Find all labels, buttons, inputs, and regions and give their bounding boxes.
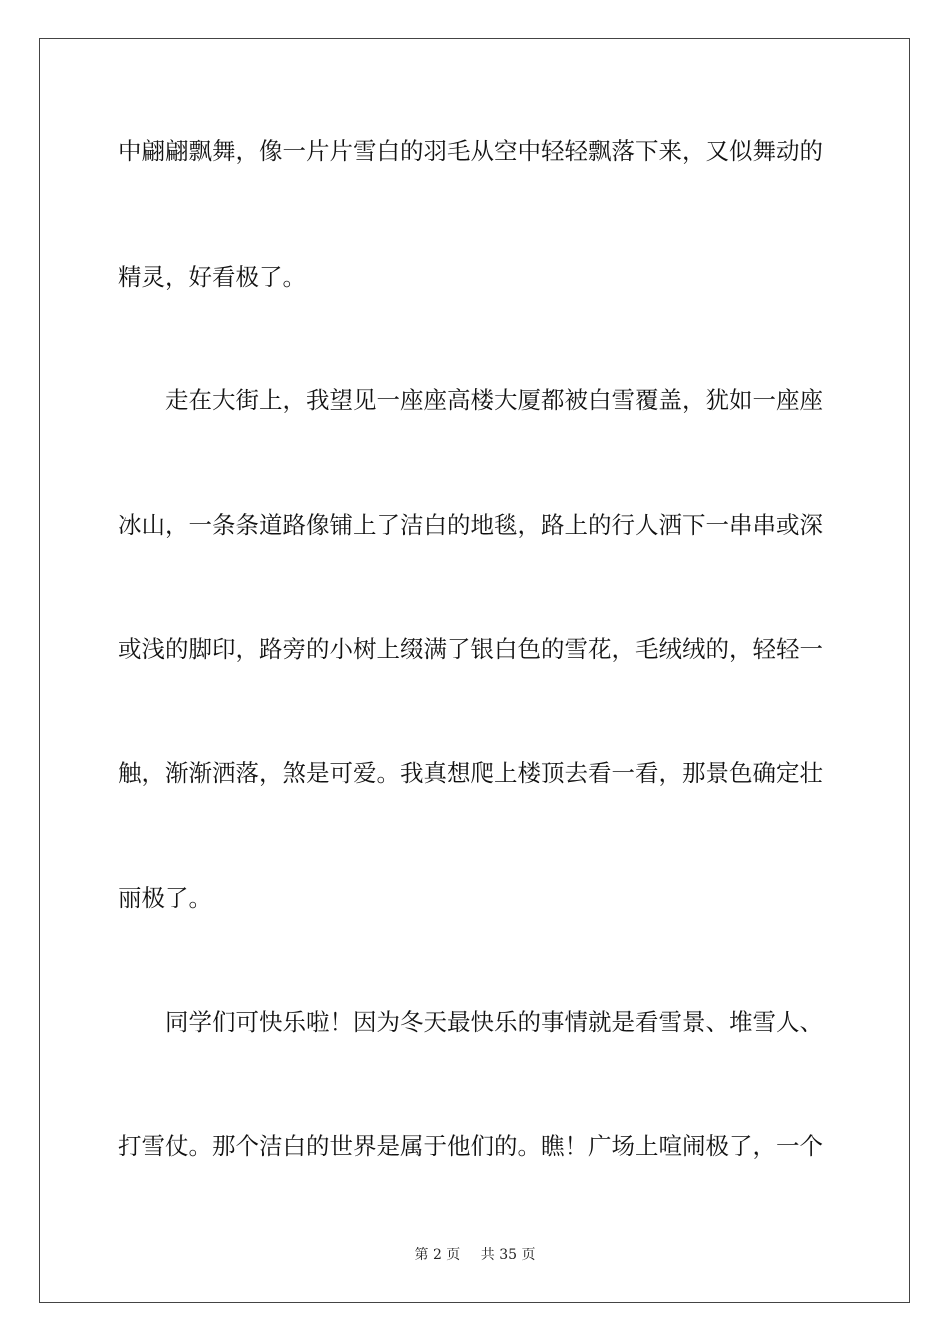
text-line: 触，渐渐洒落，煞是可爱。我真想爬上楼顶去看一看，那景色确定壮 (118, 759, 823, 787)
text-line: 冰山，一条条道路像铺上了洁白的地毯，路上的行人洒下一串串或深 (118, 511, 823, 539)
text-line: 同学们可快乐啦！因为冬天最快乐的事情就是看雪景、堆雪人、 (118, 1008, 823, 1036)
page-total: 共 35 页 (480, 1247, 536, 1263)
text-line: 精灵，好看极了。 (118, 263, 306, 291)
page-frame (39, 38, 910, 1303)
text-line: 丽极了。 (118, 884, 212, 912)
text-line: 或浅的脚印，路旁的小树上缀满了银白色的雪花，毛绒绒的，轻轻一 (118, 635, 823, 663)
page-number: 第 2 页 (414, 1247, 461, 1263)
text-line: 打雪仗。那个洁白的世界是属于他们的。瞧！广场上喧闹极了，一个 (118, 1132, 823, 1160)
text-line: 走在大街上，我望见一座座高楼大厦都被白雪覆盖，犹如一座座 (118, 386, 823, 414)
page-footer (0, 1246, 950, 1264)
text-line: 中翩翩飘舞，像一片片雪白的羽毛从空中轻轻飘落下来，又似舞动的 (118, 137, 823, 165)
